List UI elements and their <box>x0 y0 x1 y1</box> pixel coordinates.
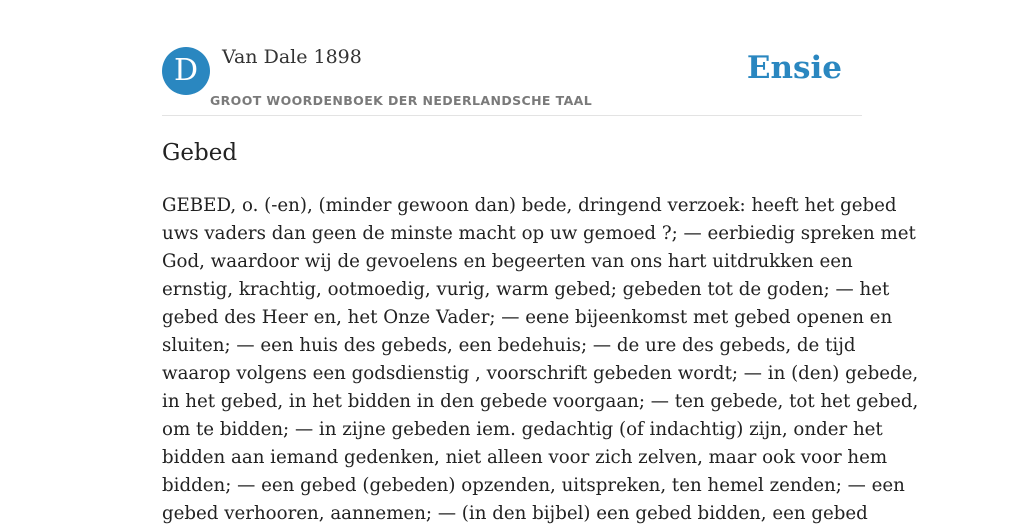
entry-line: GEBED, o. (-en), (minder gewoon dan) bede, dringend verzoek: heeft het gebed <box>162 195 897 216</box>
entry-line: om te bidden; — in zijne gebeden iem. gedachtig (of indachtig) zijn, onder het <box>162 419 883 440</box>
entry-line: ernstig, krachtig, ootmoedig, vurig, warm gebed; gebeden tot de goden; — het <box>162 279 890 300</box>
brand-logo[interactable]: Ensie <box>746 50 842 86</box>
entry-line: sluiten; — een huis des gebeds, een bedehuis; — de ure des gebeds, de tijd <box>162 335 856 356</box>
entry-line: God, waardoor wij de gevoelens en begeerten van ons hart uitdrukken een <box>162 251 853 272</box>
entry-line: waarop volgens een godsdienstig , voorschrift gebeden wordt; — in (den) gebede, <box>162 363 919 384</box>
entry-line: bidden; — een gebed (gebeden) opzenden, uitspreken, ten hemel zenden; — een <box>162 475 905 496</box>
entry-title: Gebed <box>162 140 238 166</box>
entry-line: bidden aan iemand gedenken, niet alleen voor zich zelven, maar ook voor hem <box>162 447 888 468</box>
header <box>162 46 862 116</box>
dictionary-title[interactable]: Van Dale 1898 <box>222 46 362 68</box>
dictionary-subtitle: GROOT WOORDENBOEK DER NEDERLANDSCHE TAAL <box>210 93 593 108</box>
entry-line: gebed des Heer en, het Onze Vader; — eene bijeenkomst met gebed openen en <box>162 307 893 328</box>
entry-body <box>162 192 919 528</box>
entry-line: gebed verhooren, aannemen; — (in den bijbel) een gebed bidden, een gebed <box>162 503 868 524</box>
dictionary-logo-icon[interactable]: D <box>162 47 210 95</box>
header-divider <box>162 115 862 116</box>
entry-line: uws vaders dan geen de minste macht op uw gemoed ?; — eerbiedig spreken met <box>162 223 916 244</box>
entry-line: in het gebed, in het bidden in den gebede voorgaan; — ten gebede, tot het gebed, <box>162 391 919 412</box>
